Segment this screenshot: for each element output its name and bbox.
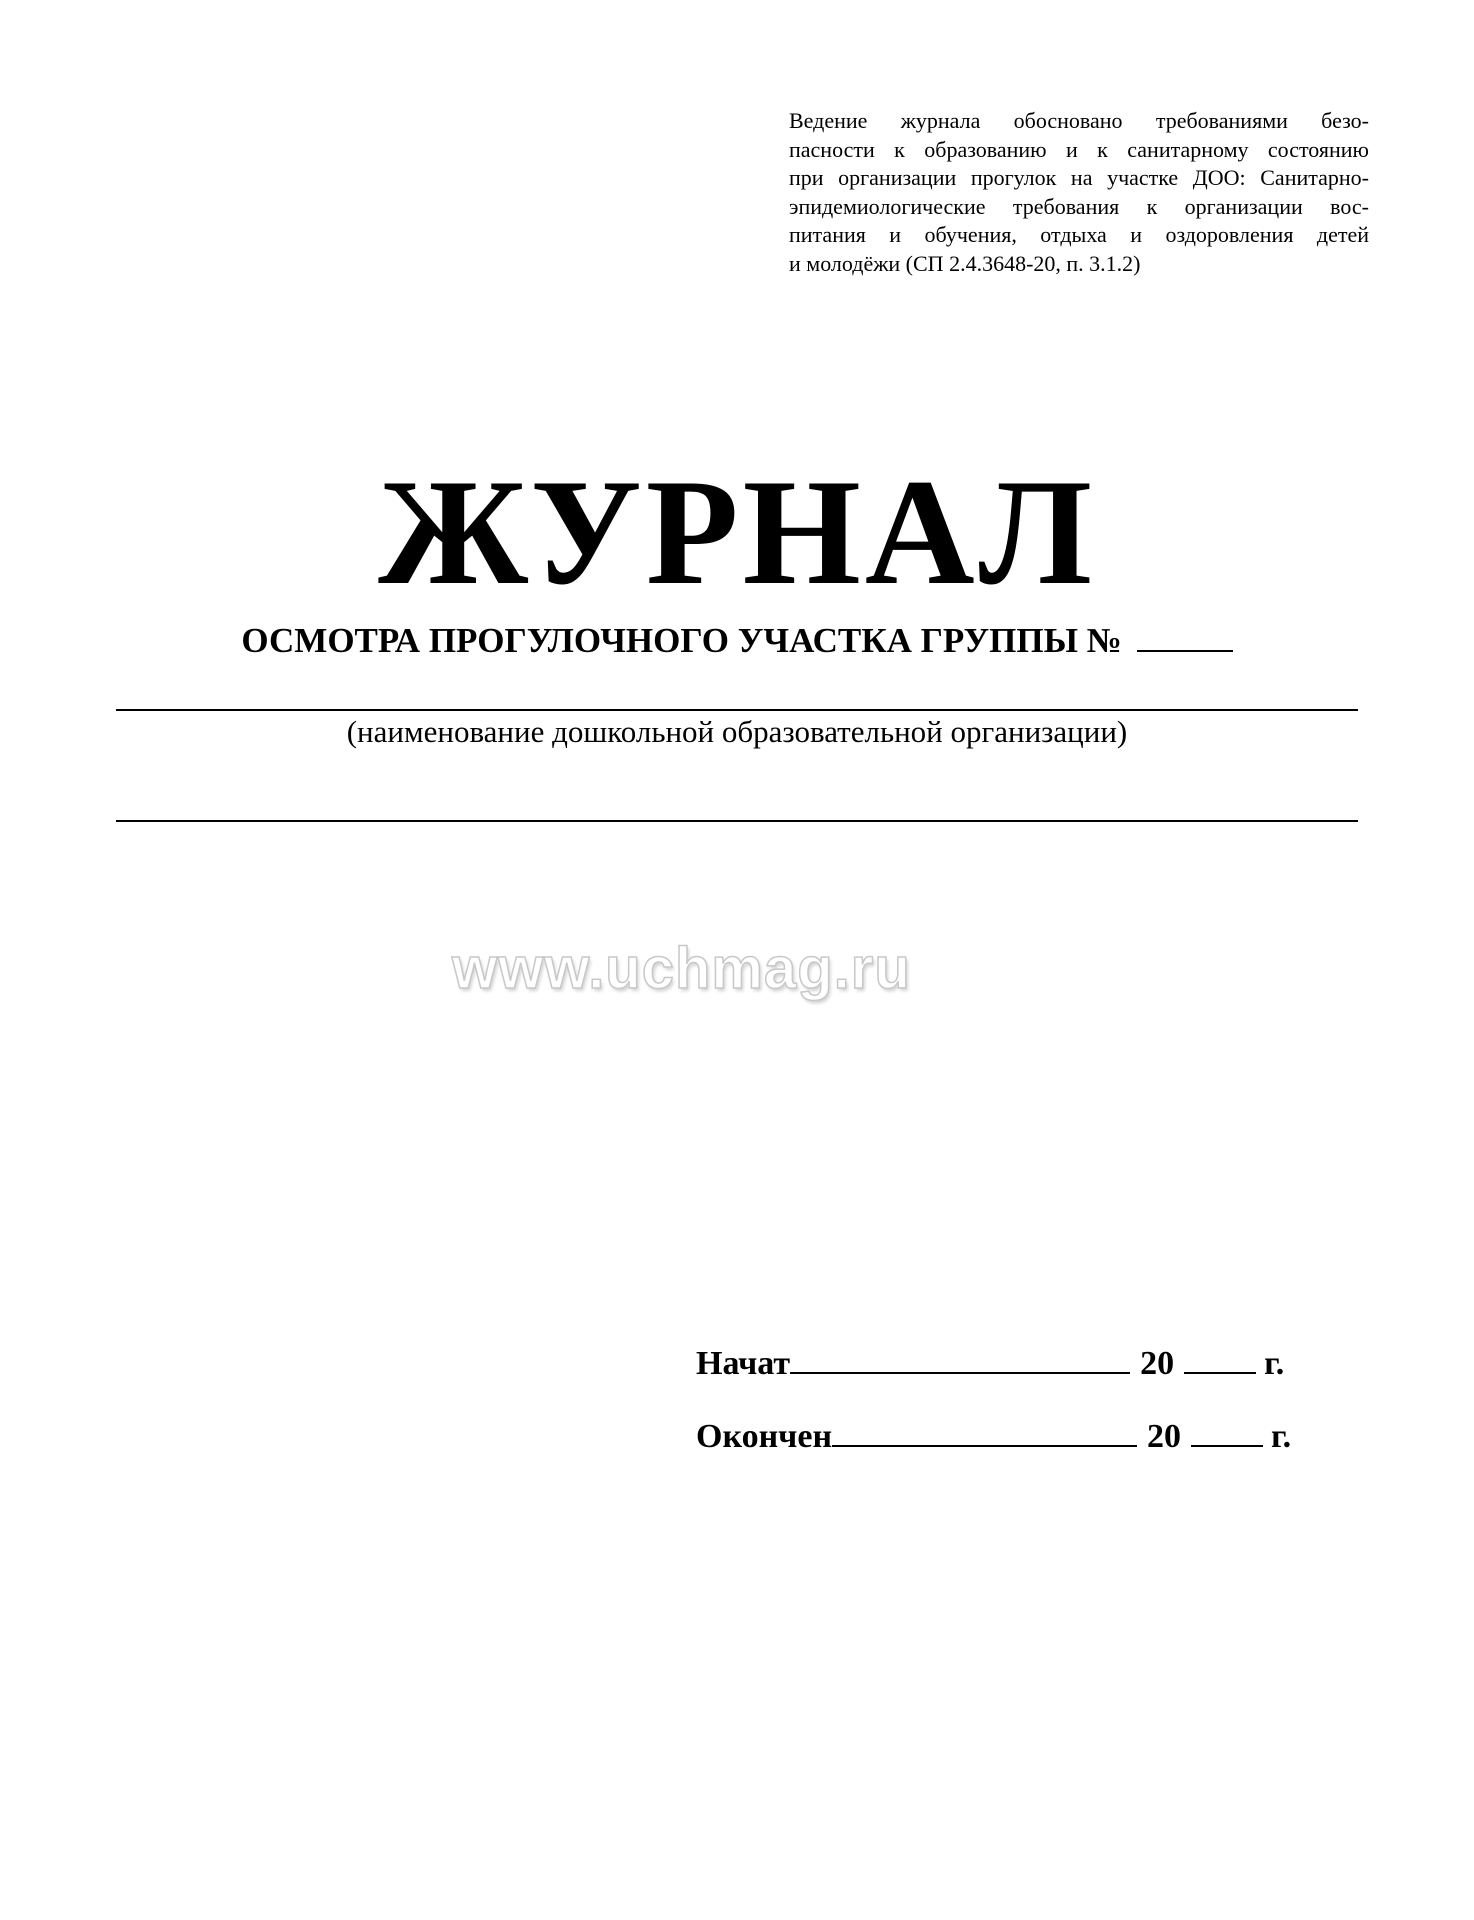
watermark: www.uchmag.ru — [452, 936, 911, 1001]
start-year-blank[interactable] — [1184, 1342, 1256, 1374]
start-date-blank[interactable] — [790, 1342, 1130, 1374]
legal-note-line: пасности к образованию и к санитарному состоянию — [789, 136, 1369, 162]
legal-note-line: питания и обучения, отдыха и оздоровления детей — [789, 222, 1369, 247]
legal-note-line: и молодёжи (СП 2.4.3648-20, п. 3.1.2) — [789, 250, 1141, 276]
org-name-line-second[interactable] — [116, 820, 1358, 822]
started-label: Начат — [696, 1345, 791, 1382]
start-date-row — [696, 1342, 1284, 1386]
journal-subtitle — [0, 618, 1474, 663]
legal-note-line: Ведение журнала обосновано требованиями безо- — [789, 108, 1369, 133]
start-year-suffix: г. — [1264, 1345, 1285, 1382]
org-name-caption: (наименование дошкольной образовательной организации) — [346, 714, 1128, 749]
legal-note-line: при организации прогулок на участке ДОО: Санитарно- — [789, 165, 1369, 190]
start-year-prefix: 20 — [1140, 1345, 1175, 1382]
legal-note — [789, 107, 1369, 278]
end-year-blank[interactable] — [1191, 1415, 1263, 1447]
end-date-blank[interactable] — [832, 1415, 1137, 1447]
page-title: ЖУРНАЛ — [378, 448, 1096, 616]
org-name-line[interactable] — [116, 709, 1358, 711]
subtitle-text: ОСМОТРА ПРОГУЛОЧНОГО УЧАСТКА ГРУППЫ № — [241, 621, 1122, 660]
end-year-prefix: 20 — [1147, 1418, 1182, 1455]
end-year-suffix: г. — [1271, 1418, 1292, 1455]
end-date-row — [696, 1415, 1291, 1459]
group-number-blank[interactable] — [1137, 618, 1233, 652]
legal-note-line: эпидемиологические требования к организации вос- — [789, 193, 1369, 219]
ended-label: Окончен — [696, 1418, 833, 1455]
